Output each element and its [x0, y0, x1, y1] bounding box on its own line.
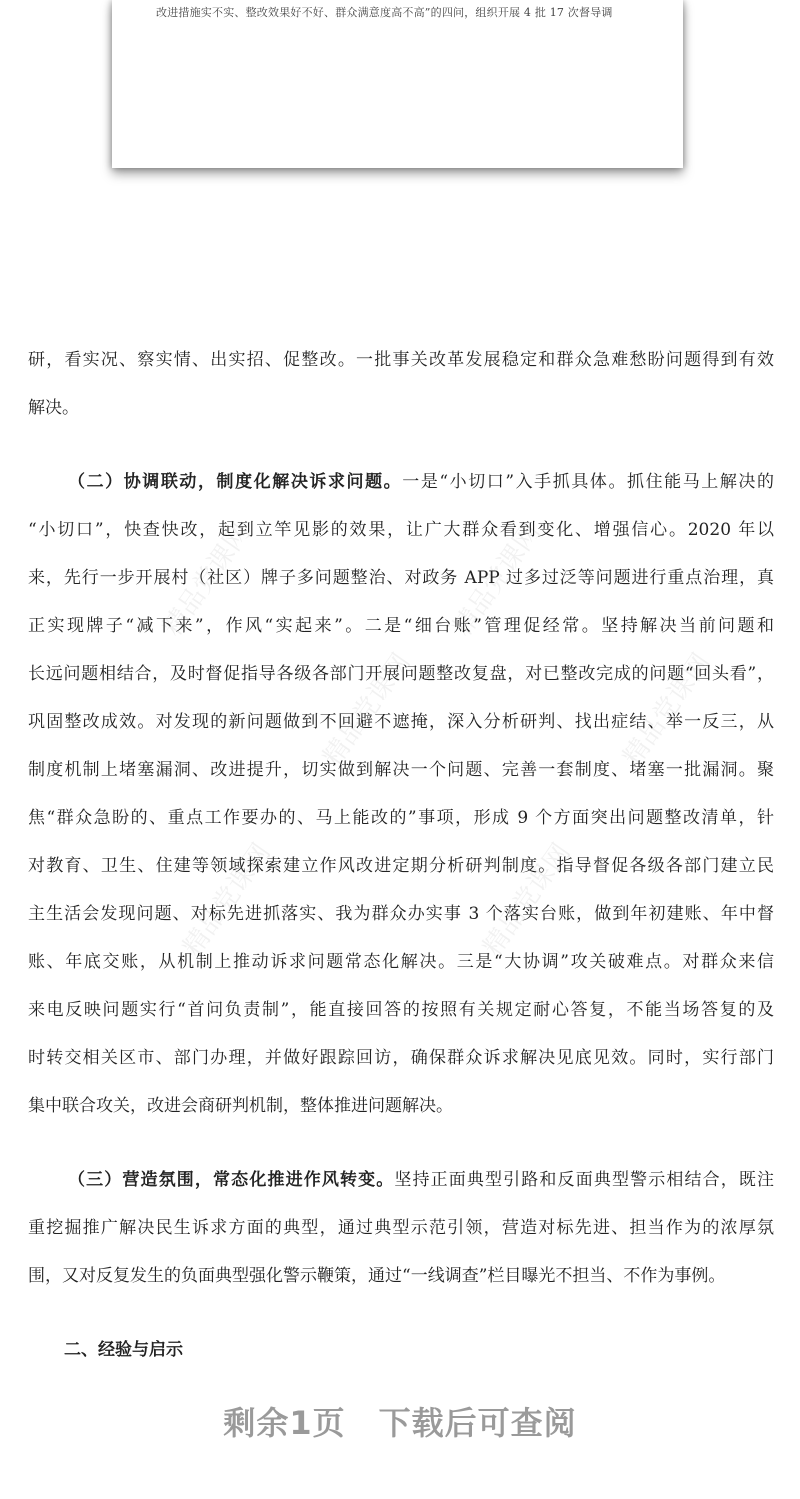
- previous-page-preview: [112, 0, 683, 168]
- text-line: 正实现牌子“减下来”，作风“实起来”。二是“细台账”管理促经常。坚持解决当前问题和: [28, 616, 774, 636]
- watermark: 精品党课网: [477, 838, 577, 962]
- text-line: 巩固整改成效。对发现的新问题做到不回避不遮掩，深入分析研判、找出症结、举一反三，从: [28, 712, 774, 732]
- section-3-heading: （三）营造氛围，常态化推进作风转变。: [68, 1170, 395, 1190]
- section-3-first-line-text: 坚持正面典型引路和反面典型警示相结合，既注: [394, 1170, 775, 1190]
- section-2-heading: （二）协调联动，制度化解决诉求问题。: [68, 472, 403, 492]
- section-2-first-line: [28, 458, 774, 506]
- text-line: 时转交相关区市、部门办理，并做好跟踪回访，确保群众诉求解决见底见效。同时，实行部门: [28, 1048, 774, 1068]
- watermark: 精品党课网: [157, 518, 257, 642]
- text-line: 对教育、卫生、住建等领域探索建立作风改进定期分析研判制度。指导督促各级各部门建立民: [28, 856, 774, 876]
- section-3-first-line: [28, 1156, 774, 1204]
- text-line: 制度机制上堵塞漏洞、改进提升，切实做到解决一个问题、完善一套制度、堵塞一批漏洞。聚: [28, 760, 774, 780]
- text-line: 围，又对反复发生的负面典型强化警示鞭策，通过“一线调查”栏目曝光不担当、不作为事例。: [28, 1266, 726, 1286]
- text-line: 焦“群众急盼的、重点工作要办的、马上能改的”事项，形成 9 个方面突出问题整改清单，针: [28, 808, 774, 828]
- watermark: 精品党课网: [447, 518, 547, 642]
- text-line: 账、年底交账，从机制上推动诉求问题常态化解决。三是“大协调”攻关破难点。对群众来信: [28, 952, 774, 972]
- text-line: 来电反映问题实行“首问负责制”，能直接回答的按照有关规定耐心答复，不能当场答复的及: [28, 1000, 774, 1020]
- section-2-first-line-text: 一是“小切口”入手抓具体。抓住能马上解决的: [402, 472, 775, 492]
- text-line: 主生活会发现问题、对标先进抓落实、我为群众办实事 3 个落实台账，做到年初建账、年中督: [28, 904, 774, 924]
- preview-text: 改进措施实不实、整改效果好不好、群众满意度高不高”的四问，组织开展 4 批 17 次督导调: [156, 6, 613, 19]
- watermark: 精品党课网: [617, 648, 717, 772]
- text-line: 集中联合攻关，改进会商研判机制，整体推进问题解决。: [28, 1096, 453, 1116]
- text-line: 重挖掘推广解决民生诉求方面的典型，通过典型示范引领，营造对标先进、担当作为的浓厚氛: [28, 1218, 774, 1238]
- text-line: 来，先行一步开展村（社区）牌子多问题整治、对政务 APP 过多过泛等问题进行重点治理，真: [28, 568, 774, 588]
- section-heading: 二、经验与启示: [64, 1340, 183, 1360]
- watermark: 精品党课网: [317, 648, 417, 772]
- text-line: 解决。: [28, 398, 79, 418]
- text-line: 研，看实况、察实情、出实招、促整改。一批事关改革发展稳定和群众急难愁盼问题得到有效: [28, 350, 774, 370]
- download-remaining-banner[interactable]: 剩余1页 下载后可查阅: [223, 1404, 577, 1442]
- text-line: “小切口”，快查快改，起到立竿见影的效果，让广大群众看到变化、增强信心。2020 年以: [28, 520, 774, 540]
- text-line: 长远问题相结合，及时督促指导各级各部门开展问题整改复盘，对已整改完成的问题“回头看”，: [28, 664, 774, 684]
- watermark: 精品党课网: [177, 838, 277, 962]
- article-body: [28, 336, 774, 1374]
